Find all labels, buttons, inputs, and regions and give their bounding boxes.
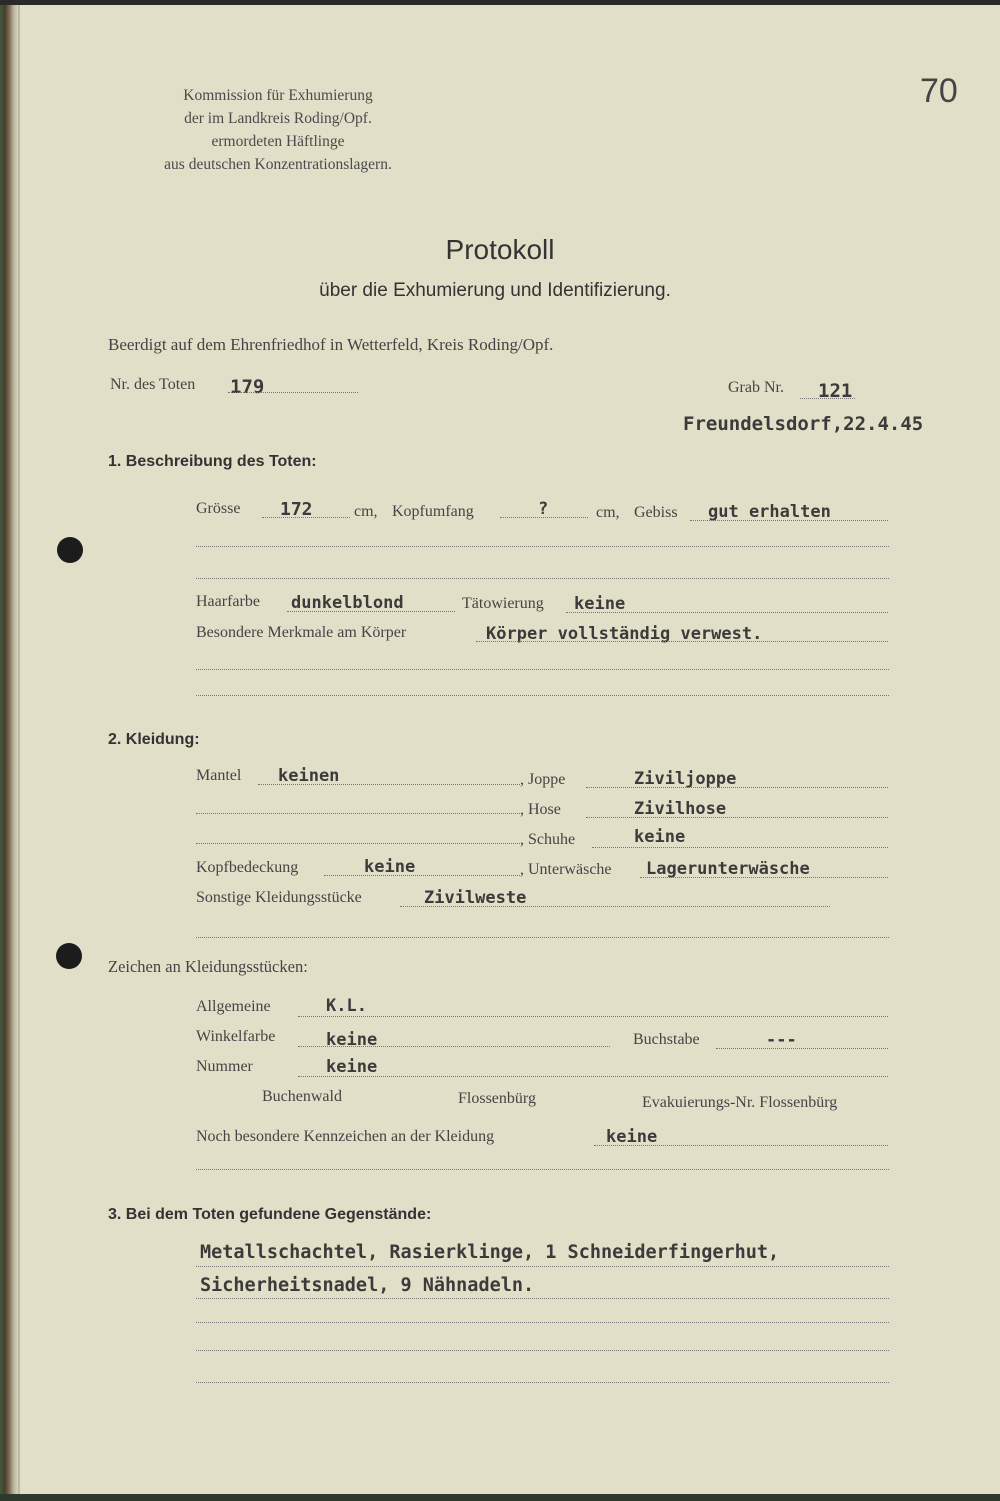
blank-line — [196, 578, 889, 579]
tattoo-dotted-line — [566, 612, 888, 613]
angle-color-dotted-line — [298, 1046, 610, 1047]
blank-line — [196, 1382, 889, 1383]
size-dotted-line — [262, 517, 350, 518]
document-subtitle: über die Exhumierung und Identifizierung. — [319, 280, 671, 301]
underwear-label: , Unterwäsche — [520, 861, 612, 878]
blank-line — [196, 813, 520, 814]
header-line-2: der im Landkreis Roding/Opf. — [184, 110, 372, 127]
shoes-value: keine — [634, 827, 686, 847]
hair-value: dunkelblond — [291, 593, 404, 613]
blank-line — [196, 843, 520, 844]
items-dotted-line-1 — [196, 1266, 889, 1267]
scan-edge-top — [0, 0, 1000, 5]
other-marks-label: Noch besondere Kennzeichen an der Kleidung — [196, 1128, 495, 1145]
marks-value: Körper vollständig verwest. — [486, 624, 763, 644]
size-value: 172 — [280, 499, 313, 520]
coat-value: keinen — [278, 766, 340, 786]
shoes-dotted-line — [592, 847, 888, 848]
angle-color-label: Winkelfarbe — [196, 1028, 276, 1045]
dead-no-label: Nr. des Toten — [110, 376, 196, 393]
column-flossenbuerg: Flossenbürg — [458, 1090, 536, 1107]
clothing-marks-title: Zeichen an Kleidungsstücken: — [108, 957, 308, 976]
column-evacuation-no: Evakuierungs-Nr. Flossenbürg — [642, 1094, 838, 1111]
size-label: Grösse — [196, 500, 241, 517]
trousers-dotted-line — [586, 817, 888, 818]
blank-line — [196, 695, 889, 696]
trousers-value: Zivilhose — [634, 799, 727, 819]
headwear-value: keine — [364, 857, 416, 877]
scan-edge-bottom — [0, 1494, 1000, 1501]
cm-label-1: cm, — [354, 503, 378, 520]
place-date: Freundelsdorf,22.4.45 — [683, 413, 924, 435]
other-marks-dotted-line — [594, 1145, 888, 1146]
grave-no-value: 121 — [818, 380, 853, 402]
angle-color-value: keine — [326, 1030, 378, 1050]
items-line-2: Sicherheitsnadel, 9 Nähnadeln. — [200, 1275, 535, 1296]
section-1-title: 1. Beschreibung des Toten: — [108, 453, 317, 470]
coat-dotted-line — [258, 784, 520, 785]
header-line-1: Kommission für Exhumierung — [183, 87, 373, 104]
grave-no-dotted-line — [800, 398, 855, 399]
scan-edge-left — [0, 0, 18, 1501]
section-2-title: 2. Kleidung: — [108, 731, 200, 748]
other-marks-value: keine — [606, 1127, 658, 1147]
headwear-dotted-line — [324, 875, 520, 876]
blank-line — [196, 546, 889, 547]
dead-no-dotted-line — [228, 392, 358, 393]
general-dotted-line — [298, 1016, 888, 1017]
underwear-dotted-line — [640, 877, 888, 878]
tattoo-value: keine — [574, 594, 626, 614]
document-title: Protokoll — [445, 234, 555, 265]
letter-value: --- — [766, 1030, 797, 1050]
blank-line — [196, 1350, 889, 1351]
number-dotted-line — [298, 1076, 888, 1077]
header-line-4: aus deutschen Konzentrationslagern. — [164, 156, 392, 173]
blank-line — [196, 1322, 889, 1323]
trousers-label: , Hose — [520, 801, 561, 818]
punch-hole — [56, 943, 82, 969]
jacket-value: Ziviljoppe — [634, 769, 737, 789]
other-clothing-value: Zivilweste — [424, 888, 527, 908]
hair-label: Haarfarbe — [196, 593, 260, 610]
marks-dotted-line — [476, 641, 888, 642]
number-value: keine — [326, 1057, 378, 1077]
items-dotted-line-2 — [196, 1298, 889, 1299]
column-buchenwald: Buchenwald — [262, 1088, 342, 1105]
underwear-value: Lagerunterwäsche — [646, 859, 810, 879]
general-value: K.L. — [326, 996, 367, 1016]
punch-hole — [57, 537, 83, 563]
head-value: ? — [538, 499, 549, 519]
other-clothing-dotted-line — [400, 906, 830, 907]
letter-dotted-line — [716, 1048, 888, 1049]
coat-label: Mantel — [196, 767, 242, 784]
blank-line — [196, 937, 889, 938]
hair-dotted-line — [287, 611, 455, 612]
teeth-value: gut erhalten — [708, 502, 831, 522]
teeth-dotted-line — [690, 520, 888, 521]
items-line-1: Metallschachtel, Rasierklinge, 1 Schneiderfingerhut, — [200, 1242, 780, 1263]
cm-label-2: cm, — [596, 504, 620, 521]
dead-no-value: 179 — [230, 376, 265, 398]
head-label: Kopfumfang — [392, 503, 474, 520]
marks-label: Besondere Merkmale am Körper — [196, 624, 407, 641]
tattoo-label: Tätowierung — [462, 595, 544, 612]
jacket-label: , Joppe — [520, 771, 566, 788]
shoes-label: , Schuhe — [520, 831, 576, 848]
document-page — [18, 4, 1000, 1494]
grave-no-label: Grab Nr. — [728, 379, 784, 396]
burial-line: Beerdigt auf dem Ehrenfriedhof in Wetterfeld, Kreis Roding/Opf. — [108, 335, 554, 354]
header-line-3: ermordeten Häftlinge — [211, 133, 345, 150]
blank-line — [196, 669, 889, 670]
section-3-title: 3. Bei dem Toten gefundene Gegenstände: — [108, 1206, 432, 1223]
headwear-label: Kopfbedeckung — [196, 859, 299, 876]
number-label: Nummer — [196, 1058, 253, 1075]
other-clothing-label: Sonstige Kleidungsstücke — [196, 889, 362, 906]
teeth-label: Gebiss — [634, 504, 678, 521]
page-number: 70 — [920, 72, 958, 110]
blank-line — [196, 1169, 889, 1170]
letter-label: Buchstabe — [633, 1031, 700, 1048]
general-label: Allgemeine — [196, 998, 271, 1015]
jacket-dotted-line — [586, 787, 888, 788]
head-dotted-line — [500, 517, 588, 518]
